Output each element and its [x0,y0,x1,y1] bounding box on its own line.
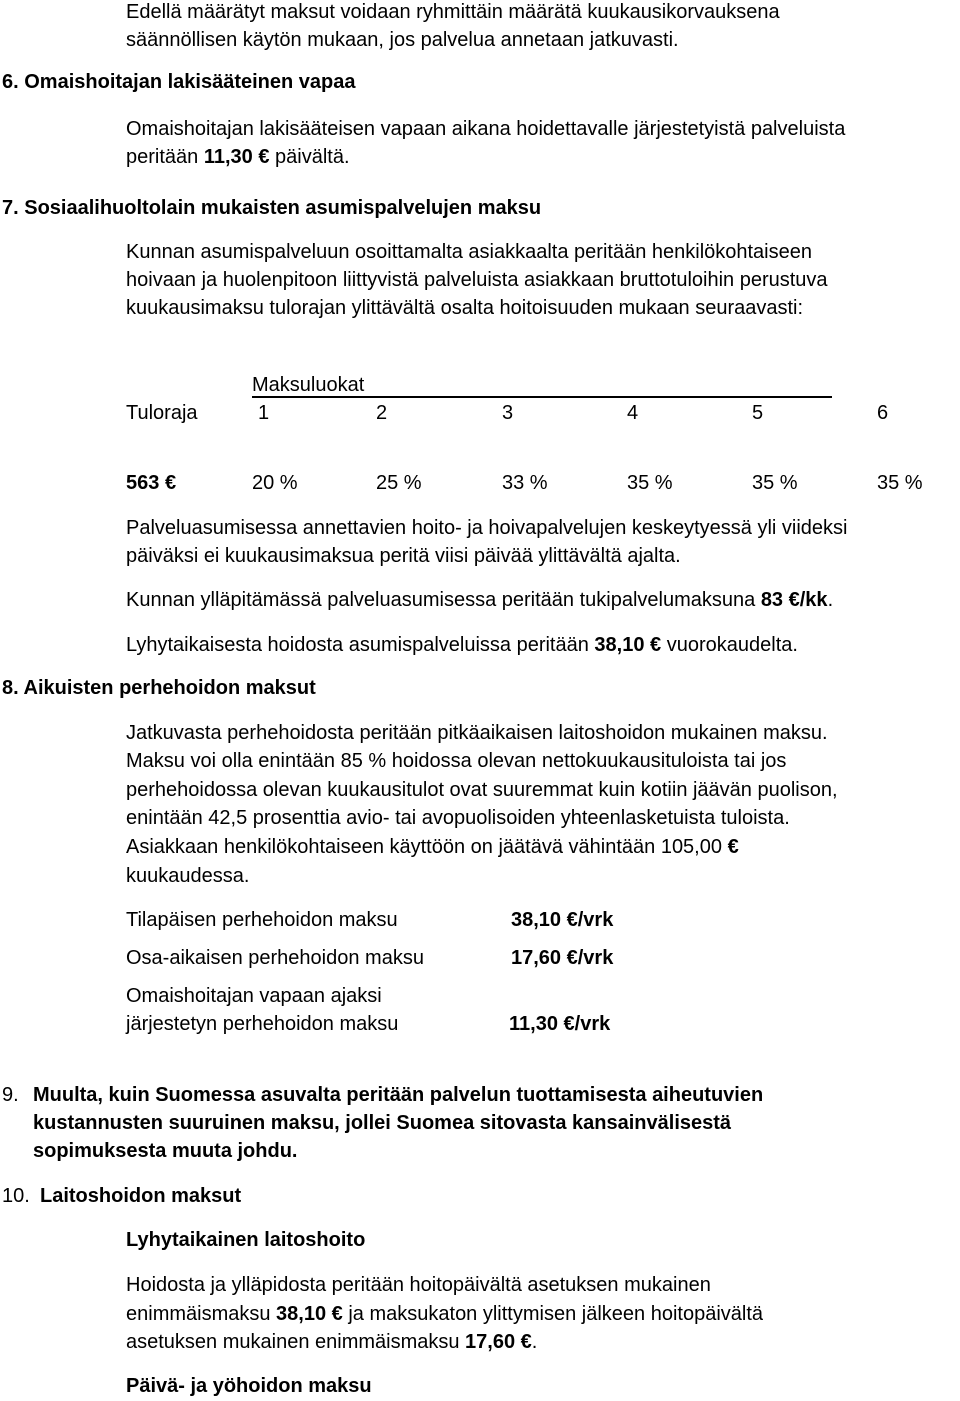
section-8-line-5: Asiakkaan henkilökohtaiseen käyttöön on jäätävä vähintään 105,00 € [126,836,739,858]
section-9-line-3: sopimuksesta muuta johdu. [33,1140,298,1162]
class-2: 2 [376,402,388,424]
fee-label-part-time: Osa-aikaisen perhehoidon maksu [126,947,424,969]
class-4: 4 [627,402,639,424]
section-8-line-3: perhehoidossa olevan kuukausitulot ovat suuremmat kuin kotiin jäävän puolison, [126,779,838,801]
class-1: 1 [258,402,270,424]
section-6-line-1: Omaishoitajan lakisääteisen vapaan aikana hoidettavalle järjestetyistä palveluista [126,118,846,140]
fee-amount-temporary: 38,10 €/vrk [511,909,614,931]
section-8-line-1: Jatkuvasta perhehoidosta peritään pitkäaikaisen laitoshoidon mukainen maksu. [126,722,828,744]
class-3: 3 [502,402,514,424]
fee-label-respite-line-2: järjestetyn perhehoidon maksu [126,1013,399,1035]
section-7-heading: 7. Sosiaalihuoltolain mukaisten asumispalvelujen maksu [2,197,542,219]
section-10-subheading-short-term: Lyhytaikainen laitoshoito [126,1229,366,1251]
income-limit: 563 € [126,472,177,494]
section-7-line-3: kuukausimaksu tulorajan ylittävältä osalta hoitoisuuden mukaan seuraavasti: [126,297,804,319]
section-9-number: 9. [2,1084,19,1106]
section-10-line-1: Hoidosta ja ylläpidosta peritään hoitopäivältä asetuksen mukainen [126,1274,711,1296]
fee-label-respite-line-1: Omaishoitajan vapaan ajaksi [126,985,382,1007]
section-6-heading: 6. Omaishoitajan lakisääteinen vapaa [2,71,356,93]
section-8-line-6: kuukaudessa. [126,865,250,887]
rate-5: 35 % [752,472,798,494]
fee-amount-part-time: 17,60 €/vrk [511,947,614,969]
section-9-line-1: Muulta, kuin Suomessa asuvalta peritään palvelun tuottamisesta aiheutuvien [33,1084,764,1106]
section-6-line-2: peritään 11,30 € päivältä. [126,146,350,168]
section-7-support-fee: Kunnan ylläpitämässä palveluasumisessa peritään tukipalvelumaksuna 83 €/kk. [126,589,834,611]
rate-3: 33 % [502,472,548,494]
section-10-number: 10. [2,1185,30,1207]
section-7-p2-line-1: Palveluasumisessa annettavien hoito- ja hoivapalvelujen keskeytyessä yli viideksi [126,517,848,539]
intro-line-2: säännöllisen käytön mukaan, jos palvelua annetaan jatkuvasti. [126,29,679,51]
table-row-label: Tuloraja [126,402,198,424]
class-6: 6 [877,402,889,424]
table-header-underline [252,396,832,398]
fee-label-temporary: Tilapäisen perhehoidon maksu [126,909,398,931]
section-8-heading: 8. Aikuisten perhehoidon maksut [2,677,316,699]
section-7-short-term-fee: Lyhytaikaisesta hoidosta asumispalveluissa peritään 38,10 € vuorokaudelta. [126,634,798,656]
euro-symbol: € [258,146,270,168]
section-8-line-4: enintään 42,5 prosenttia avio- tai avopuolisoiden yhteenlasketuista tuloista. [126,807,790,829]
section-10-title: Laitoshoidon maksut [40,1185,242,1207]
section-10-line-2: enimmäismaksu 38,10 € ja maksukaton ylittymisen jälkeen hoitopäivältä [126,1303,764,1325]
section-7-line-2: hoivaan ja huolenpitoon liittyvistä palveluista asiakkaan bruttotuloihin perustuva [126,269,828,291]
intro-line-1: Edellä määrätyt maksut voidaan ryhmittäin määrätä kuukausikorvauksena [126,1,780,23]
rate-4: 35 % [627,472,673,494]
section-7-line-1: Kunnan asumispalveluun osoittamalta asiakkaalta peritään henkilökohtaiseen [126,241,812,263]
rate-2: 25 % [376,472,422,494]
section-9-line-2: kustannusten suuruinen maksu, jollei Suomea sitovasta kansainvälisestä [33,1112,732,1134]
section-8-line-2: Maksu voi olla enintään 85 % hoidossa olevan nettokuukausituloista tai jos [126,750,787,772]
section-10-subheading-day-night: Päivä- ja yöhoidon maksu [126,1375,372,1397]
rate-1: 20 % [252,472,298,494]
table-group-header: Maksuluokat [252,374,365,396]
rate-6: 35 % [877,472,923,494]
class-5: 5 [752,402,764,424]
fee-amount-respite: 11,30 €/vrk [509,1013,611,1035]
section-10-line-3: asetuksen mukainen enimmäismaksu 17,60 €. [126,1331,538,1353]
section-7-p2-line-2: päiväksi ei kuukausimaksua peritä viisi päivää ylittävältä ajalta. [126,545,681,567]
